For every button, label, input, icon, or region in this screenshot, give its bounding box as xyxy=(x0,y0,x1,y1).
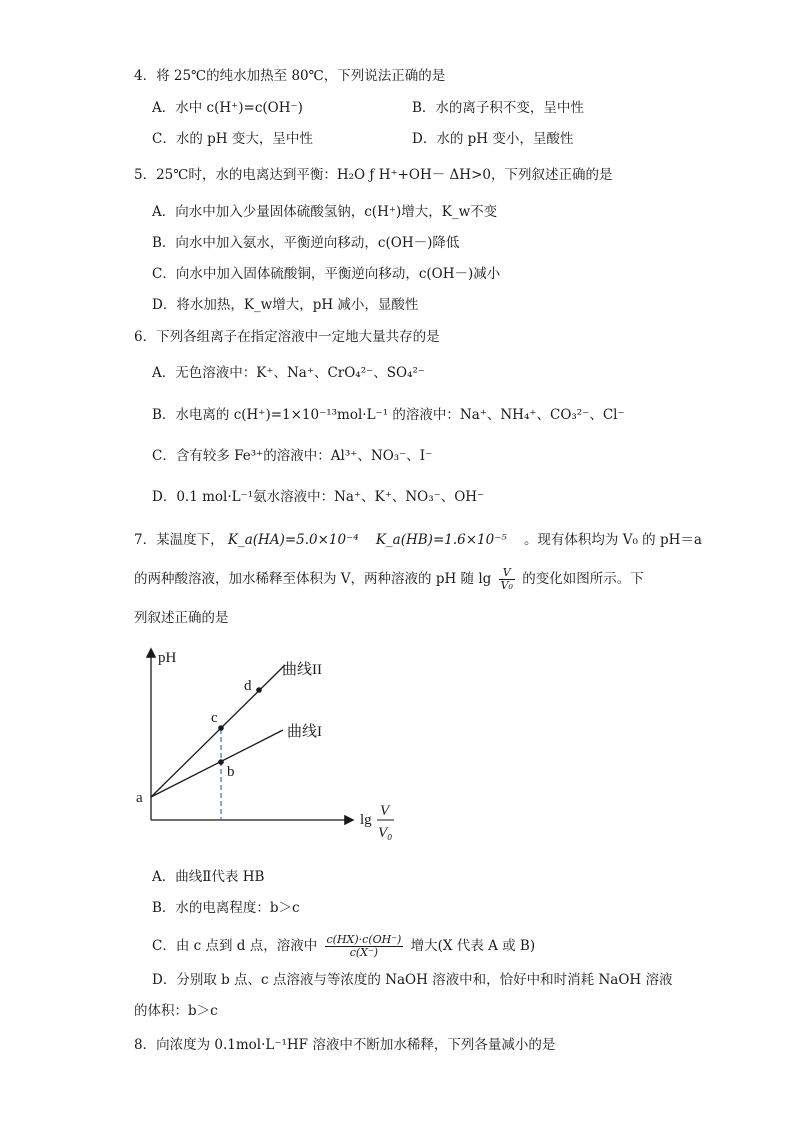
q7-line1-a: 7．某温度下， xyxy=(134,532,224,548)
curve-1-label: 曲线I xyxy=(287,724,322,740)
point-d-marker xyxy=(256,687,262,693)
q7-option-c xyxy=(152,934,535,959)
q6-option-b: B．水电离的 c(H⁺)=1×10⁻¹³mol·L⁻¹ 的溶液中：Na⁺、NH₄⁺、CO₃²⁻、Cl⁻ xyxy=(152,407,625,423)
q7-option-a: A．曲线Ⅱ代表 HB xyxy=(152,869,265,885)
q7-option-d-line1: D．分别取 b 点、c 点溶液与等浓度的 NaOH 溶液中和，恰好中和时消耗 NaOH 溶液 xyxy=(152,972,673,988)
q4-stem: 4．将 25℃的纯水加热至 80℃，下列说法正确的是 xyxy=(134,68,446,84)
q7-line2-a: 的两种酸溶液，加水稀释至体积为 V，两种溶液的 pH 随 lg xyxy=(134,571,492,587)
q7-ka-hb: K_a(HB)=1.6×10⁻⁵ xyxy=(375,532,507,548)
y-axis-label: pH xyxy=(158,650,177,666)
q7-option-b: B．水的电离程度：b＞c xyxy=(152,900,300,916)
q7-line3: 列叙述正确的是 xyxy=(134,610,229,626)
q7-option-c-fraction: $\frac{c(HX)\cdot c(OH^-)}{c(X^-)}$ xyxy=(326,933,402,959)
q7-fraction: $\frac{V}{\text{V₀}}$ xyxy=(500,566,513,592)
q4-option-a: A．水中 c(H⁺)=c(OH⁻) xyxy=(152,100,303,116)
q5-stem: 5．25℃时，水的电离达到平衡：H₂O ƒ H⁺+OH－ ΔH>0，下列叙述正确的是 xyxy=(134,167,613,183)
q6-stem: 6．下列各组离子在指定溶液中一定地大量共存的是 xyxy=(134,329,440,345)
q7-line2 xyxy=(134,567,644,592)
q7-ka-ha: K_a(HA)=5.0×10⁻⁴ xyxy=(227,532,359,548)
q7-option-c-b: 增大(X 代表 A 或 B) xyxy=(410,938,536,954)
point-a-label: a xyxy=(136,790,143,806)
x-axis-label: lg xyxy=(360,812,372,828)
ph-dilution-figure xyxy=(130,640,410,850)
q4-option-d: D．水的 pH 变小，呈酸性 xyxy=(412,131,574,147)
q5-option-b: B．向水中加入氨水，平衡逆向移动，c(OH－)降低 xyxy=(152,235,460,251)
point-b-marker xyxy=(218,759,224,765)
point-c-label: c xyxy=(211,710,218,726)
q6-option-d: D．0.1 mol·L⁻¹氨水溶液中：Na⁺、K⁺、NO₃⁻、OH⁻ xyxy=(152,489,485,505)
point-d-label: d xyxy=(244,678,252,694)
q5-option-c: C．向水中加入固体硫酸铜，平衡逆向移动，c(OH－)减小 xyxy=(152,266,501,282)
q5-option-a: A．向水中加入少量固体硫酸氢钠，c(H⁺)增大，K_w不变 xyxy=(152,204,498,220)
q7-line1-b: 。现有体积均为 V₀ 的 pH＝a xyxy=(523,532,702,548)
curve-2-line xyxy=(151,665,285,797)
point-b-label: b xyxy=(227,764,235,780)
x-frac-num: V xyxy=(380,803,390,819)
q5-option-d: D．将水加热，K_w增大，pH 减小，显酸性 xyxy=(152,297,419,313)
q4-option-c: C．水的 pH 变大，呈中性 xyxy=(152,131,313,147)
q6-option-a: A．无色溶液中：K⁺、Na⁺、CrO₄²⁻、SO₄²⁻ xyxy=(152,365,426,381)
q7-line1 xyxy=(134,531,702,549)
q7-option-d-line2: 的体积：b＞c xyxy=(134,1003,218,1019)
q7-line2-b: 的变化如图所示。下 xyxy=(522,571,644,587)
q8-stem: 8．向浓度为 0.1mol·L⁻¹HF 溶液中不断加水稀释，下列各量减小的是 xyxy=(134,1037,556,1053)
q7-option-c-a: C．由 c 点到 d 点，溶液中 xyxy=(152,938,318,954)
curve-1-line xyxy=(151,730,283,797)
q4-option-b: B．水的离子积不变，呈中性 xyxy=(412,100,584,116)
curve-2-label: 曲线II xyxy=(282,662,322,678)
point-c-marker xyxy=(218,725,224,731)
x-frac-den: V₀ xyxy=(378,825,393,841)
q6-option-c: C．含有较多 Fe³⁺的溶液中：Al³⁺、NO₃⁻、I⁻ xyxy=(152,448,433,464)
